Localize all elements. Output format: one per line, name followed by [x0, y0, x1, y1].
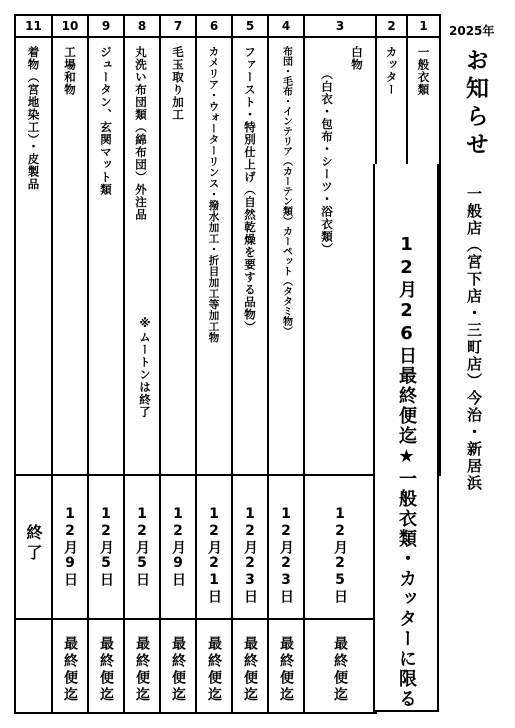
deadline-cell [304, 619, 376, 713]
item-cell [88, 37, 124, 475]
deadline-date: 12月9日 [170, 506, 186, 587]
date-cell [15, 475, 52, 619]
item-label: カッター [384, 46, 399, 96]
item-cell [52, 37, 88, 475]
item-cell [304, 37, 376, 475]
column-number: 4 [268, 15, 304, 37]
column-number: 11 [15, 15, 52, 37]
deadline-cell [52, 619, 88, 713]
column-number: 5 [232, 15, 268, 37]
item-label: ファースト・特別仕上げ（自然乾燥を要する品物） [243, 46, 257, 334]
column-number: 2 [376, 15, 407, 37]
column-number: 7 [160, 15, 196, 37]
deadline-label: 最終便迄 [242, 636, 258, 704]
item-label: 工場和物 [63, 46, 77, 96]
item-sub: （白衣・包布・シーツ・浴衣類） [320, 68, 334, 256]
deadline-cell [88, 619, 124, 713]
deadline-date: 12月5日 [98, 506, 114, 587]
deadline-label: 最終便迄 [206, 636, 222, 704]
deadline-date: 12月9日 [62, 506, 78, 587]
date-cell [304, 475, 376, 619]
item-cell [268, 37, 304, 475]
column-number: 9 [88, 15, 124, 37]
deadline-label: 最終便迄 [62, 636, 78, 704]
date-cell [160, 475, 196, 619]
item-cell [232, 37, 268, 475]
deadline-cell [15, 619, 52, 713]
item-label: カメリア・ウォーターリンス・撥水加工・折目加工等加工物 [207, 46, 220, 343]
deadline-cell [196, 619, 232, 713]
item-cell [124, 37, 160, 475]
page-title: お知らせ [462, 48, 488, 160]
deadline-cell [232, 619, 268, 713]
item-cell [196, 37, 232, 475]
item-label: ジュータン、玄関マット類 [99, 46, 113, 196]
date-cell [52, 475, 88, 619]
deadline-date: 12月5日 [134, 506, 150, 587]
deadline-label: 最終便迄 [134, 636, 150, 704]
deadline-date: 12月21日 [206, 506, 222, 604]
column-number: 1 [407, 15, 440, 37]
date-cell [88, 475, 124, 619]
item-label: 丸洗い布団類（綿布団）外注品 [134, 46, 148, 221]
deadline-cell [160, 619, 196, 713]
item-label: 毛玉取り加工 [171, 46, 185, 121]
item-label: 着物（宮地染工）・皮製品 [26, 46, 41, 191]
deadline-label: 最終便迄 [332, 636, 348, 704]
date-cell [196, 475, 232, 619]
deadline-date: 12月25日 [332, 506, 348, 604]
column-number: 6 [196, 15, 232, 37]
page-subtitle: 一般店（宮下店・三町店）今治・新居浜 [465, 186, 483, 492]
item-label: 布団・毛布・インテリア（カーテン類）カーペット（タタミ物） [280, 46, 292, 336]
column-number: 3 [304, 15, 376, 37]
deadline-date: 12月23日 [242, 506, 258, 604]
item-label: 白物 [350, 46, 364, 71]
end-label: 終了 [24, 524, 43, 564]
deadline-label: 最終便迄 [278, 636, 294, 704]
item-label: 一般衣類 [416, 46, 431, 96]
notice-text: 12月26日最終便迄★一般衣類・カッターに限る [396, 234, 417, 709]
date-cell [124, 475, 160, 619]
column-number: 10 [52, 15, 88, 37]
date-cell [268, 475, 304, 619]
deadline-cell [268, 619, 304, 713]
deadline-label: 最終便迄 [98, 636, 114, 704]
date-cell [232, 475, 268, 619]
deadline-date: 12月23日 [278, 506, 294, 604]
item-cell [15, 37, 52, 475]
item-cell [160, 37, 196, 475]
year-label: 2025年 [449, 24, 495, 38]
deadline-label: 最終便迄 [170, 636, 186, 704]
notice-box [373, 164, 439, 712]
deadline-cell [124, 619, 160, 713]
column-number: 8 [124, 15, 160, 37]
item-note: ※ムートンは終了 [138, 316, 152, 419]
